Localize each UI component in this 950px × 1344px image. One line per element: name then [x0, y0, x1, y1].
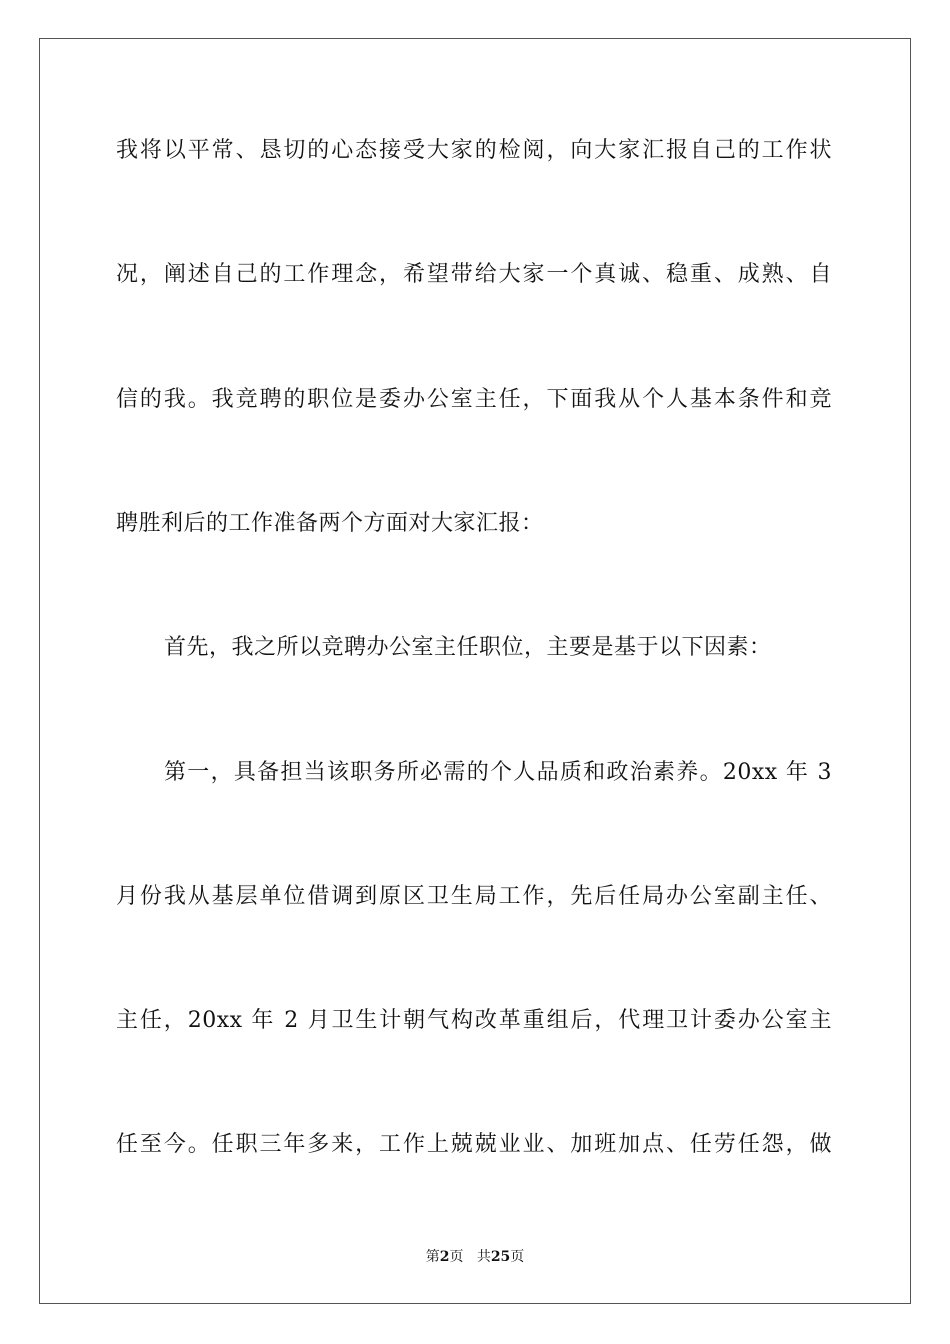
page-footer	[0, 1248, 950, 1266]
body-text-line: 主任，20xx 年 2 月卫生计朝气构改革重组后，代理卫计委办公室主	[116, 1008, 832, 1033]
page-prefix: 第	[425, 1249, 440, 1265]
page-number: 2	[439, 1249, 450, 1265]
page-frame	[39, 38, 911, 1304]
total-prefix: 共	[476, 1249, 491, 1265]
body-text-line: 任至今。任职三年多来，工作上兢兢业业、加班加点、任劳任怨，做	[116, 1132, 832, 1157]
total-pages: 25	[490, 1249, 511, 1265]
body-text-line: 我将以平常、恳切的心态接受大家的检阅，向大家汇报自己的工作状	[116, 138, 832, 163]
paragraph-first-line: 第一，具备担当该职务所必需的个人品质和政治素养。20xx 年 3	[164, 760, 832, 785]
body-text-line: 聘胜利后的工作准备两个方面对大家汇报：	[116, 511, 544, 536]
body-text-line: 况，阐述自己的工作理念，希望带给大家一个真诚、稳重、成熟、自	[116, 262, 832, 287]
page-suffix: 页	[449, 1249, 464, 1265]
body-text-line: 信的我。我竞聘的职位是委办公室主任，下面我从个人基本条件和竞	[116, 387, 832, 412]
total-suffix: 页	[510, 1249, 525, 1265]
paragraph-first-line: 首先，我之所以竞聘办公室主任职位，主要是基于以下因素：	[164, 635, 772, 660]
body-text-line: 月份我从基层单位借调到原区卫生局工作，先后任局办公室副主任、	[116, 884, 832, 909]
